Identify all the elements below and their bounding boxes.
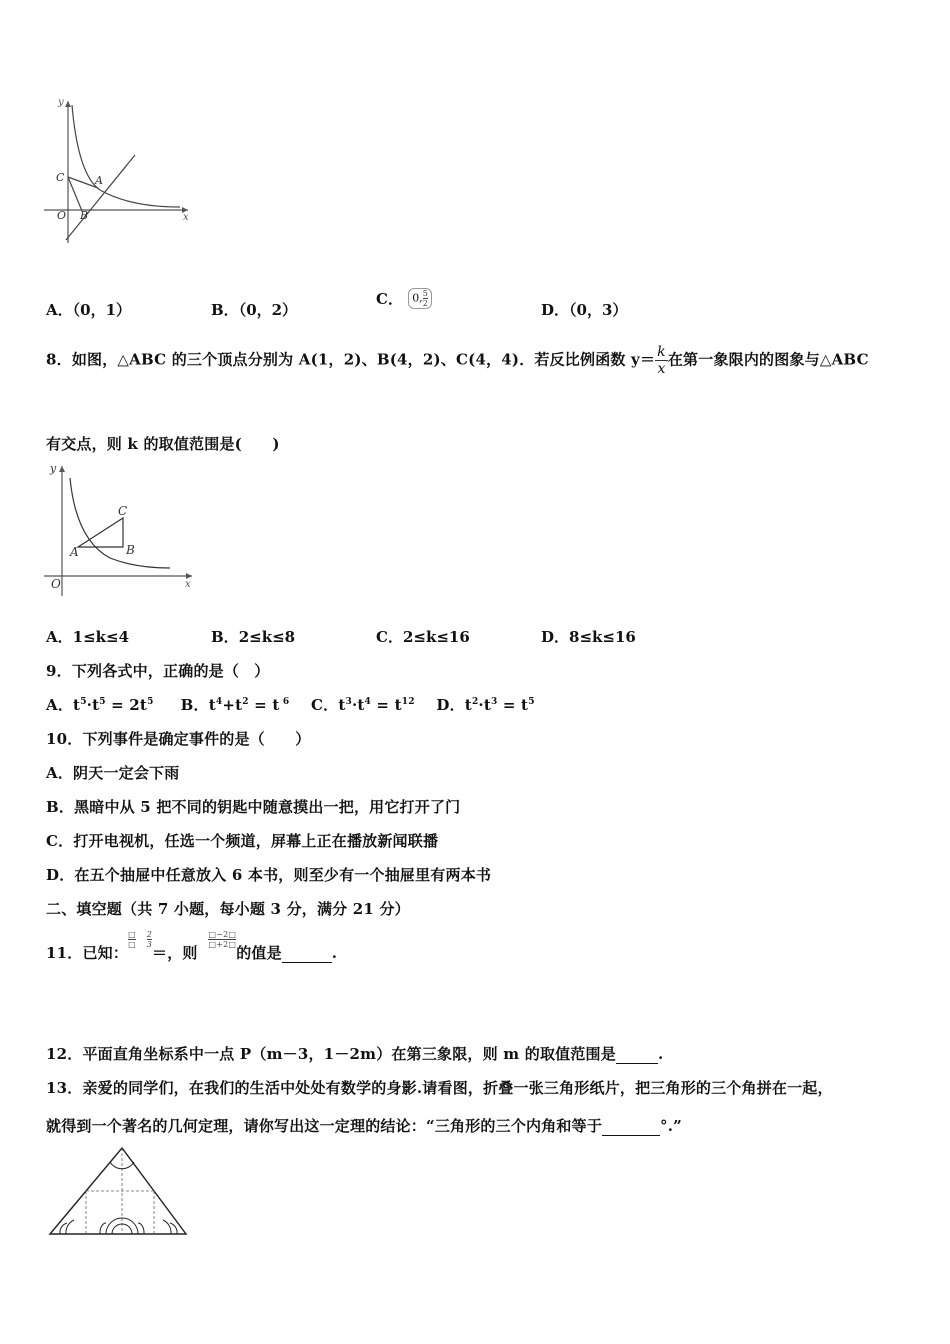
q11-fraction-2: $\frac{2}{3}$: [146, 930, 152, 949]
q8-stem-line1: 8．如图，△ABC 的三个顶点分别为 A(1，2)、B(4，2)、C(4，4)．若反比例函数 y＝ $\frac{k}{x}$ 在第一象限内的图象与△ABC: [46, 344, 869, 377]
q12-stem: 12．平面直角坐标系中一点 P（m－3，1－2m）在第三象限，则 m 的取值范围是 .: [46, 1045, 664, 1063]
q7-option-b: B．（0，2）: [211, 301, 298, 319]
q7-label-a: A: [95, 174, 103, 187]
q10-option-d: D．在五个抽屉中任意放入 6 本书，则至少有一个抽屉里有两本书: [46, 866, 492, 884]
q7-figure: [40, 95, 195, 245]
q11-fraction-1: □ □: [128, 930, 136, 949]
q7-label-o: O: [57, 209, 67, 222]
q11-answer-blank[interactable]: [282, 944, 332, 963]
q8-figure: [40, 460, 200, 600]
q8-label-a: A: [70, 545, 79, 559]
q8-label-x: x: [185, 579, 191, 590]
q8-label-c: C: [118, 504, 128, 518]
q8-label-b: B: [126, 543, 135, 557]
q8-label-o: O: [51, 577, 61, 591]
q7-label-y: y: [58, 97, 64, 108]
q13-answer-blank[interactable]: [602, 1117, 660, 1136]
q9-option-b: B．$t^4+t^2 = t$ $^6$: [180, 696, 290, 714]
q9-option-a: A．$t^5\cdot t^5 = 2t^5$: [46, 696, 154, 714]
q13-triangle-figure: [46, 1145, 191, 1240]
q9-option-c: C．$t^3\cdot t^4 = t^{12}$: [311, 696, 415, 714]
q9-options: [46, 694, 535, 715]
q7-option-a: A．（0，1）: [46, 301, 132, 319]
q8-fraction: $\frac{k}{x}$: [657, 344, 666, 377]
q10-stem: 10．下列事件是确定事件的是（ ）: [46, 730, 311, 748]
q7-label-b: B: [80, 209, 89, 222]
q8-option-c: C．2≤k≤16: [376, 628, 470, 646]
q13-line1: 13．亲爱的同学们，在我们的生活中处处有数学的身影.请看图，折叠一张三角形纸片，把三角形的三个角拼在一起，: [46, 1079, 833, 1097]
q11-fraction-3: $\frac{□-2□}{□+2□}$: [208, 930, 237, 949]
q11-stem: 11．已知：□ □ $\frac{2}{3}$ ＝，则 $\frac{□-2□}{□+2□}$ 的值是 .: [46, 930, 338, 962]
q8-option-b: B．2≤k≤8: [211, 628, 296, 646]
q8-option-a: A．1≤k≤4: [46, 628, 130, 646]
q7-label-x: x: [183, 212, 189, 223]
q7-option-c: C． $0,\frac{5}{2}$: [376, 288, 432, 309]
q7-option-c-interval: $0,\frac{5}{2}$: [408, 288, 432, 309]
q10-option-b: B．黑暗中从 5 把不同的钥匙中随意摸出一把，用它打开了门: [46, 798, 461, 816]
q9-option-d: D．$t^2\cdot t^3 = t^5$: [436, 696, 535, 714]
section-2-title: 二、填空题（共 7 小题，每小题 3 分，满分 21 分）: [46, 900, 410, 918]
q7-label-c: C: [56, 171, 65, 184]
q8-stem-line2: 有交点，则 k 的取值范围是( ): [46, 435, 280, 453]
q10-option-a: A．阴天一定会下雨: [46, 764, 180, 782]
q7-option-d: D．（0，3）: [541, 301, 628, 319]
q10-option-c: C．打开电视机，任选一个频道，屏幕上正在播放新闻联播: [46, 832, 439, 850]
q8-option-d: D．8≤k≤16: [541, 628, 636, 646]
q9-stem: 9．下列各式中，正确的是（ ）: [46, 662, 270, 680]
q8-label-y: y: [50, 462, 57, 475]
q13-line2: 就得到一个著名的几何定理，请你写出这一定理的结论：“三角形的三个内角和等于 °.”: [46, 1117, 682, 1135]
q12-answer-blank[interactable]: [616, 1045, 658, 1064]
